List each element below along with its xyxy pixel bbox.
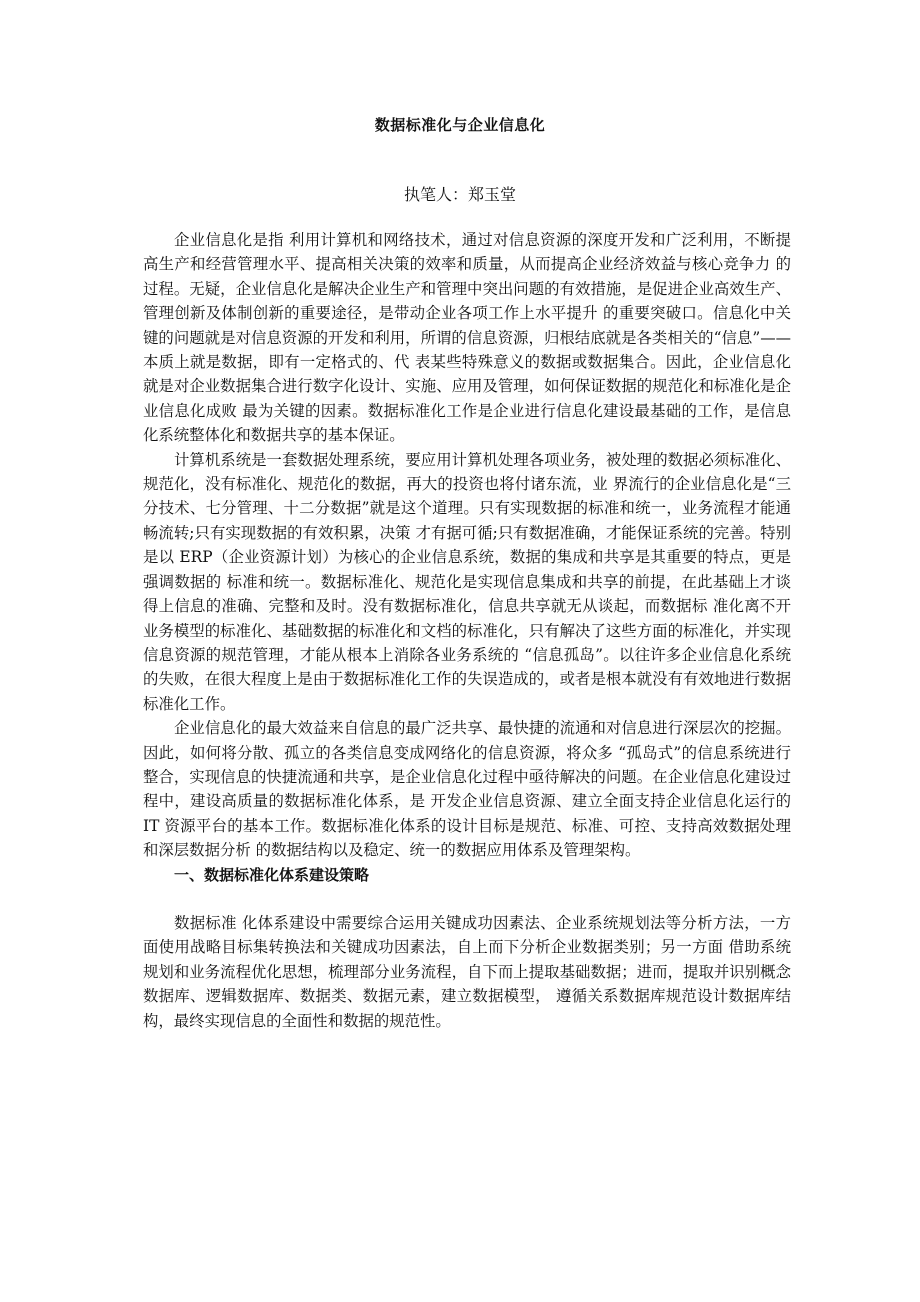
document-title: 数据标准化与企业信息化: [374, 116, 546, 134]
author-line: 执笔人：郑玉堂: [403, 185, 516, 204]
paragraph-benefits: 企业信息化的最大效益来自信息的最广泛共享、最快捷的流通和对信息进行深层次的挖掘。因此，如何将分散、孤立的各类信息变成网络化的信息资源，将众多 “孤岛式”的信息系统进行整合，实现信息的快捷流通和共享，是企业信息化过程中亟待解决的问题。在企业信息化建设过程中，建设高质量的数据标准化体系，是 开发企业信息资源、建立全面支持企业信息化运行的 IT 资源平台的基本工作。数据标准化体系的设计目标是规范、标准、可控、支持高效数据处理和深层数据分析 的数据结构以及稳定、统一的数据应用体系及管理架构。: [143, 719, 791, 860]
document-body: [143, 228, 791, 1033]
paragraph-computer-systems: 计算机系统是一套数据处理系统，要应用计算机处理各项业务，被处理的数据必须标准化、规范化，没有标准化、规范化的数据，再大的投资也将付诸东流，业 界流行的企业信息化是“三分技术、七分管理、十二分数据”就是这个道理。只有实现数据的标准和统一，业务流程才能通畅流转;只有实现数据的有效积累，决策 才有据可循;只有数据准确，才能保证系统的完善。特别是以 ERP（企业资源计划）为核心的企业信息系统，数据的集成和共享是其重要的特点，更是强调数据的 标准和统一。数据标准化、规范化是实现信息集成和共享的前提，在此基础上才谈得上信息的准确、完整和及时。没有数据标准化，信息共享就无从谈起，而数据标 准化离不开业务模型的标准化、基础数据的标准化和文档的标准化，只有解决了这些方面的标准化，并实现信息资源的规范管理，才能从根本上消除各业务系统的 “信息孤岛”。以往许多企业信息化系统的失败，在很大程度上是由于数据标准化工作的失误造成的，或者是根本就没有有效地进行数据标准化工作。: [143, 450, 791, 713]
section-heading: 一、数据标准化体系建设策略: [174, 865, 370, 884]
paragraph-intro: 企业信息化是指 利用计算机和网络技术，通过对信息资源的深度开发和广泛利用，不断提高生产和经营管理水平、提高相关决策的效率和质量，从而提高企业经济效益与核心竞争力 的过程。无疑，企业信息化是解决企业生产和管理中突出问题的有效措施，是促进企业高效生产、管理创新及体制创新的重要途径，是带动企业各项工作上水平提升 的重要突破口。信息化中关键的问题就是对信息资源的开发和利用，所谓的信息资源，归根结底就是各类相关的“信息”——本质上就是数据，即有一定格式的、代 表某些特殊意义的数据或数据集合。因此，企业信息化就是对企业数据集合进行数字化设计、实施、应用及管理，如何保证数据的规范化和标准化是企业信息化成败 最为关键的因素。数据标准化工作是企业进行信息化建设最基础的工作，是信息化系统整体化和数据共享的基本保证。: [143, 231, 791, 445]
paragraph-strategy: 数据标准 化体系建设中需要综合运用关键成功因素法、企业系统规划法等分析方法，一方面使用战略目标集转换法和关键成功因素法，自上而下分析企业数据类别；另一方面 借助系统规划和业务流程优化思想，梳理部分业务流程，自下而上提取基础数据；进而，提取并识别概念数据库、逻辑数据库、数据类、数据元素，建立数据模型， 遵循关系数据库规范设计数据库结构，最终实现信息的全面性和数据的规范性。: [143, 913, 791, 1030]
